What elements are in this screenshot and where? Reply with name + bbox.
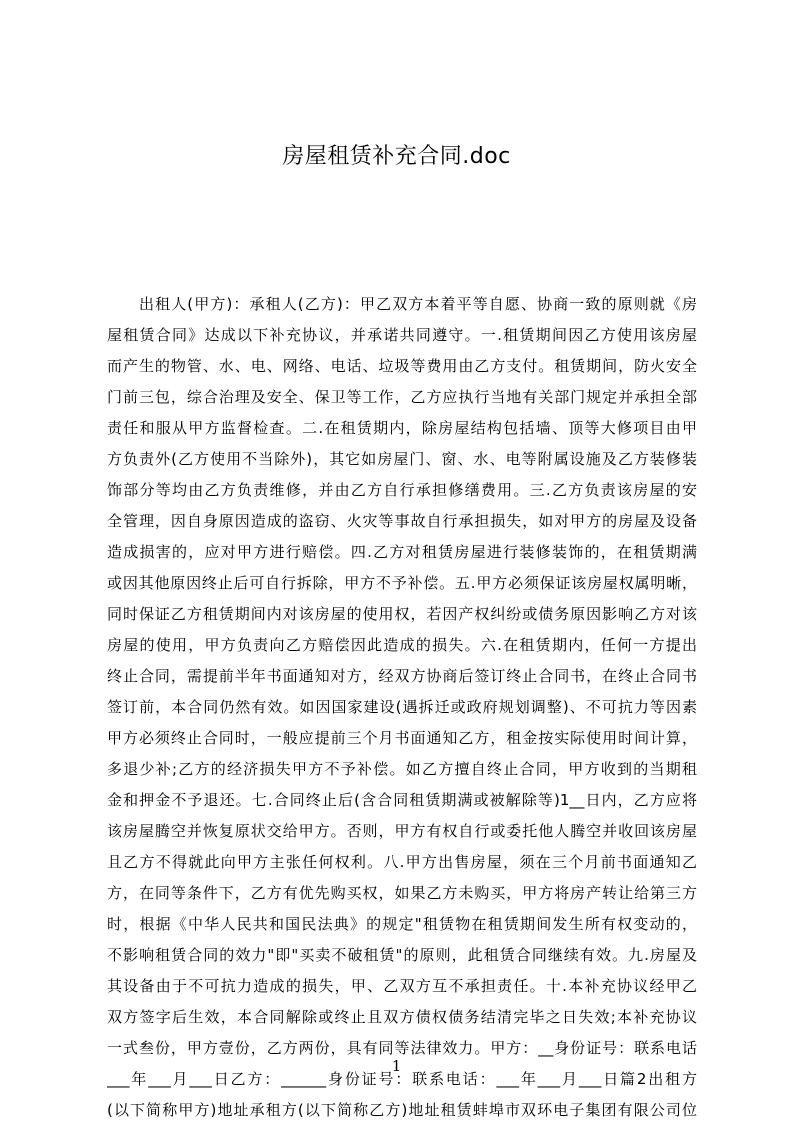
document-body (107, 289, 697, 1126)
body-line: 时，根据《中华人民共和国民法典》的规定"租赁物在租赁期间发生所有权变动的， (107, 915, 697, 933)
body-line: ___年___月___日乙方：______身份证号：联系电话：___年___月___日篇2出租方 (107, 1070, 697, 1088)
body-line: 且乙方不得就此向甲方主张任何权利。八.甲方出售房屋，须在三个月前书面通知乙 (107, 853, 697, 871)
document-title: 房屋租赁补充合同.doc (282, 144, 511, 169)
body-line: 甲方必须终止合同时，一般应提前三个月书面通知乙方，租金按实际使用时间计算， (107, 729, 697, 747)
body-line: 门前三包，综合治理及安全、保卫等工作，乙方应执行当地有关部门规定并承担全部 (107, 388, 697, 406)
body-line: 金和押金不予退还。七.合同终止后(含合同租赁期满或被解除等)1__日内，乙方应将 (107, 791, 697, 809)
body-line: 双方签字后生效，本合同解除或终止且双方债权债务结清完毕之日失效;本补充协议 (107, 1008, 697, 1026)
body-line: 方，在同等条件下，乙方有优先购买权，如果乙方未购买，甲方将房产转让给第三方 (107, 884, 697, 902)
body-line: 不影响租赁合同的效力"即"买卖不破租赁"的原则，此租赁合同继续有效。九.房屋及 (107, 946, 697, 964)
body-line: 房屋的使用，甲方负责向乙方赔偿因此造成的损失。六.在租赁期内，任何一方提出 (107, 636, 697, 654)
body-line: 出租人(甲方)：承租人(乙方)：甲乙双方本着平等自愿、协商一致的原则就《房 (139, 295, 697, 313)
body-line: 一式叁份，甲方壹份，乙方两份，具有同等法律效力。甲方：__身份证号：联系电话 (107, 1039, 697, 1057)
body-line: 造成损害的，应对甲方进行赔偿。四.乙方对租赁房屋进行装修装饰的，在租赁期满 (107, 543, 697, 561)
body-line: 饰部分等均由乙方负责维修，并由乙方自行承担修缮费用。三.乙方负责该房屋的安 (107, 481, 697, 499)
body-line: 同时保证乙方租赁期间内对该房屋的使用权，若因产权纠纷或债务原因影响乙方对该 (107, 605, 697, 623)
page-number: 1 (391, 1057, 402, 1075)
body-line: (以下简称甲方)地址承租方(以下简称乙方)地址租赁蚌埠市双环电子集团有限公司位 (107, 1101, 697, 1119)
body-line: 而产生的物管、水、电、网络、电话、垃圾等费用由乙方支付。租赁期间，防火安全 (107, 357, 697, 375)
body-line: 或因其他原因终止后可自行拆除，甲方不予补偿。五.甲方必须保证该房屋权属明晰， (107, 574, 697, 592)
body-line: 其设备由于不可抗力造成的损失，甲、乙双方互不承担责任。十.本补充协议经甲乙 (107, 977, 697, 995)
body-line: 该房屋腾空并恢复原状交给甲方。否则，甲方有权自行或委托他人腾空并收回该房屋 (107, 822, 697, 840)
body-line: 方负责外(乙方使用不当除外)，其它如房屋门、窗、水、电等附属设施及乙方装修装 (107, 450, 697, 468)
body-line: 责任和服从甲方监督检查。二.在租赁期内，除房屋结构包括墙、顶等大修项目由甲 (107, 419, 697, 437)
body-line: 多退少补;乙方的经济损失甲方不予补偿。如乙方擅自终止合同，甲方收到的当期租 (107, 760, 697, 778)
body-line: 终止合同，需提前半年书面通知对方，经双方协商后签订终止合同书，在终止合同书 (107, 667, 697, 685)
body-line: 签订前，本合同仍然有效。如因国家建设(遇拆迁或政府规划调整)、不可抗力等因素 (107, 698, 697, 716)
body-line: 全管理，因自身原因造成的盗窃、火灾等事故自行承担损失，如对甲方的房屋及设备 (107, 512, 697, 530)
body-line: 屋租赁合同》达成以下补充协议，并承诺共同遵守。一.租赁期间因乙方使用该房屋 (107, 326, 697, 344)
